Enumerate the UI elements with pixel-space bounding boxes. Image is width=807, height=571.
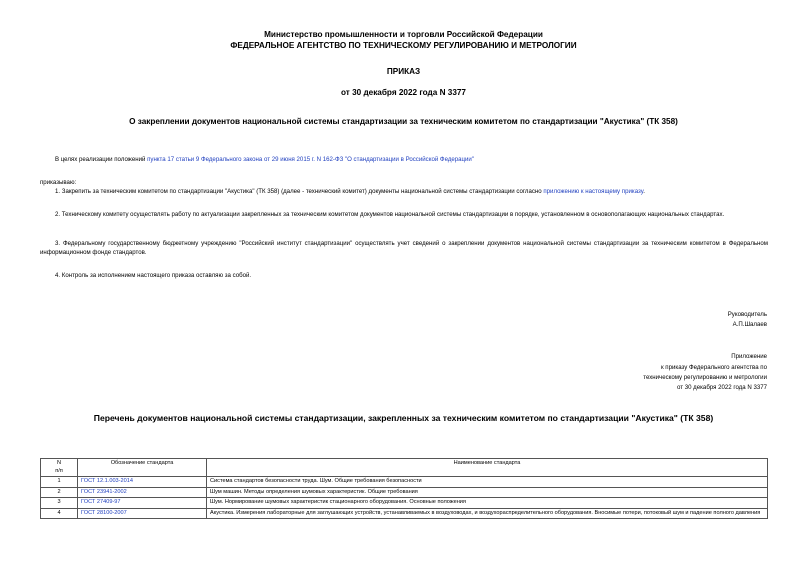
federal-law-link[interactable]: пункта 17 статьи 9 Федерального закона от 29 июня 2015 г. N 162-ФЗ "О стандартизации в Российской Федерации" [147,156,475,163]
order-date-number: от 30 декабря 2022 года N 3377 [341,88,466,97]
col-designation-header: Обозначение стандарта [78,459,207,477]
appendix-title: Перечень документов национальной системы стандартизации, закрепленных за техническим комитетом по стандартизации "Акустика" (ТК 358) [93,413,714,423]
table-row [41,508,768,519]
order-word: приказываю: [40,179,77,186]
appendix-link[interactable]: приложению к настоящему приказу [543,188,644,195]
table-header-row [41,459,768,477]
item1-end: . [643,188,645,195]
signatory-position: Руководитель [727,311,767,318]
intro-paragraph [55,155,755,164]
agency-heading: ФЕДЕРАЛЬНОЕ АГЕНТСТВО ПО ТЕХНИЧЕСКОМУ РЕГУЛИРОВАНИЮ И МЕТРОЛОГИИ [230,41,577,50]
table-row [41,477,768,488]
col-number-header [41,459,78,477]
standards-table [40,458,768,519]
row-number: 2 [41,487,78,498]
appendix-ref-line2: техническому регулированию и метрологии [643,374,767,381]
order-type: ПРИКАЗ [386,67,421,76]
row-number: 3 [41,498,78,509]
standard-name: Шум. Нормирование шумовых характеристик стационарного оборудования. Основные положения [207,498,768,509]
row-number: 4 [41,508,78,519]
order-item-2: 2. Техническому комитету осуществлять работу по актуализации закрепленных за техническим комитетом документов национальной системы стандартизации в порядке, установленном в основополагающих национальных стандартах. [55,211,725,218]
order-item-4: 4. Контроль за исполнением настоящего приказа оставляю за собой. [55,272,252,279]
table-row [41,487,768,498]
signatory-name: А.П.Шалаев [732,321,767,328]
standard-name: Акустика. Измерения лабораторные для заглушающих устройств, устанавливаемых в воздуховодах, и воздухораспределительного оборудования. Вносимые потери, потоковый шум и падение полного давления [207,508,768,519]
appendix-label: Приложение [731,353,767,360]
standard-name: Система стандартов безопасности труда. Шум. Общие требования безопасности [207,477,768,488]
col-name-header: Наименование стандарта [207,459,768,477]
standard-name: Шум машин. Методы определения шумовых характеристик. Общие требования [207,487,768,498]
item1-text: 1. Закрепить за техническим комитетом по стандартизации "Акустика" (ТК 358) (далее - технический комитет) документы национальной системы стандартизации согласно [55,188,544,195]
ministry-heading: Министерство промышленности и торговли Российской Федерации [264,30,543,39]
row-number: 1 [41,477,78,488]
standard-code-link[interactable]: ГОСТ 23941-2002 [81,488,127,495]
standard-code-link[interactable]: ГОСТ 27409-97 [81,499,121,505]
col-number-label: N [56,460,62,466]
table-row [41,498,768,509]
standard-code-link[interactable]: ГОСТ 28100-2007 [81,509,127,516]
order-subject: О закреплении документов национальной системы стандартизации за техническим комитетом по стандартизации "Акустика" (ТК 358) [129,117,678,126]
order-item-3: 3. Федеральному государственному бюджетному учреждению "Российский институт стандартизации" осуществлять учет сведений о закреплении документов национальной системы стандартизации за техническим комитетом в Федеральном информационном фонде стандартов. [40,240,768,256]
appendix-ref-line3: от 30 декабря 2022 года N 3377 [676,384,767,391]
intro-prefix: В целях реализации положений [55,156,148,163]
order-item-1 [40,187,768,196]
standard-code-link[interactable]: ГОСТ 12.1.003-2014 [81,478,133,484]
appendix-ref-line1: к приказу Федерального агентства по [660,364,767,371]
col-number-sublabel: п/п [55,467,63,474]
